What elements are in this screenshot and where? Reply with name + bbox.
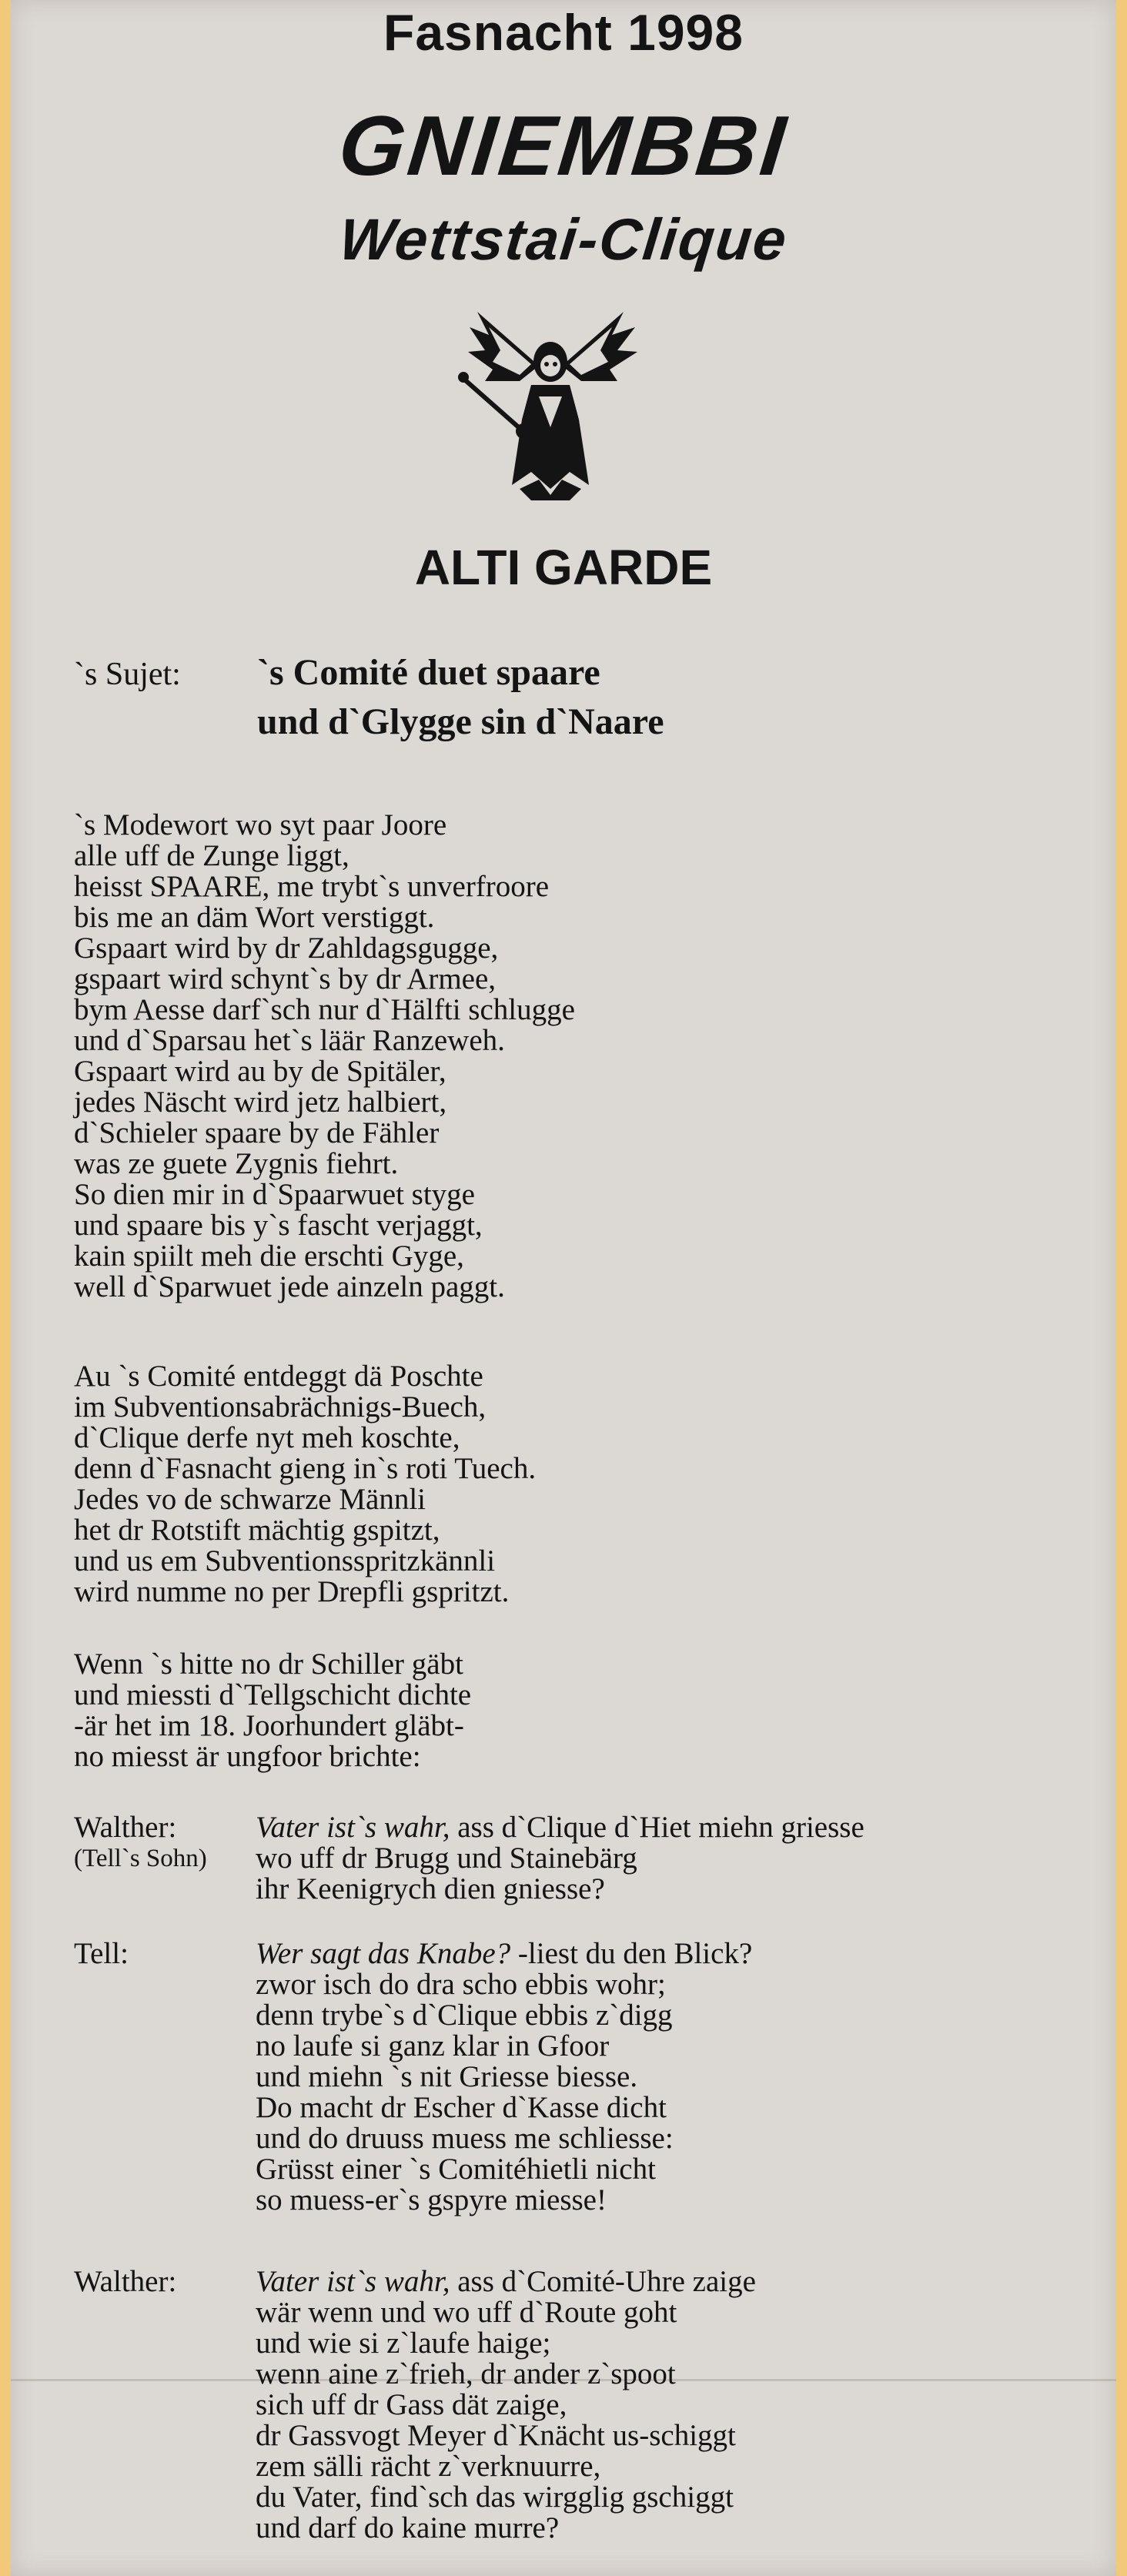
verse-line: `s Modewort wo syt paar Joore: [74, 808, 447, 841]
verse-line: alle uff de Zunge liggt,: [74, 839, 349, 872]
speaker-name: Tell:: [74, 1937, 129, 1970]
sujet-title: [257, 648, 664, 747]
speech-line: denn trybe`s d`Clique ebbis z`digg: [256, 1999, 673, 2032]
verse-line: Wenn `s hitte no dr Schiller gäbt: [74, 1648, 463, 1681]
speech-line: Do macht dr Escher d`Kasse dicht: [256, 2091, 667, 2124]
stanza: [74, 1361, 536, 1607]
verse-line: im Subventionsabrächnigs-Buech,: [74, 1390, 487, 1423]
speech-line: zwor isch do dra scho ebbis wohr;: [256, 1968, 666, 2001]
speech-rest: -liest du den Blick?: [510, 1937, 753, 1970]
speech-line: du Vater, find`sch das wirgglig gschiggt: [256, 2481, 734, 2514]
verse-line: kain spiilt meh die erschti Gyge,: [74, 1239, 464, 1273]
clique-name: GNIEMBBI: [334, 99, 793, 193]
section-title: ALTI GARDE: [414, 540, 713, 595]
speaker-name: Walther:: [74, 2265, 177, 2298]
speech-line: no laufe si ganz klar in Gfoor: [256, 2029, 610, 2062]
speech-line: [256, 2267, 756, 2297]
verse-line: gspaart wird schynt`s by dr Armee,: [74, 962, 497, 995]
stanza: [74, 810, 575, 1303]
speaker: [74, 1812, 251, 1874]
speech-line: und do druuss muess me schliesse:: [256, 2122, 674, 2155]
speech-line: sich uff dr Gass dät zaige,: [256, 2388, 567, 2421]
speech-line: [256, 1939, 752, 1969]
fool-jester-figure-icon: [446, 304, 654, 512]
verse-line: het dr Rotstift mächtig gspitzt,: [74, 1514, 440, 1547]
speech-line: ihr Keenigrych dien gniesse?: [256, 1872, 605, 1905]
speech-line: wenn aine z`frieh, dr ander z`spoot: [256, 2357, 676, 2390]
speech-line: so muess-er`s gspyre miesse!: [256, 2183, 607, 2216]
sujet-line: und d`Glygge sin d`Naare: [257, 701, 664, 742]
speech-line: zem sälli rächt z`verknuurre,: [256, 2450, 601, 2483]
speech-italic: Vater ist`s wahr,: [256, 1811, 450, 1844]
verse-line: und us em Subventionsspritzkännli: [74, 1544, 496, 1577]
verse-line: Au `s Comité entdeggt dä Poschte: [74, 1360, 483, 1393]
speech: [256, 1812, 864, 1905]
speech-rest: ass d`Comité-Uhre zaige: [450, 2265, 756, 2298]
verse-line: Gspaart wird au by de Spitäler,: [74, 1055, 446, 1088]
speech-italic: Wer sagt das Knabe?: [256, 1937, 511, 1970]
verse-line: no miesst är ungfoor brichte:: [74, 1740, 421, 1773]
speaker-name: Walther:: [74, 1811, 177, 1844]
verse-line: heisst SPAARE, me trybt`s unverfroore: [74, 870, 550, 903]
speech-line: und wie si z`laufe haige;: [256, 2327, 551, 2360]
speaker: [74, 2267, 251, 2297]
speech-line: dr Gassvogt Meyer d`Knächt us-schiggt: [256, 2419, 736, 2452]
verse-line: was ze guete Zygnis fiehrt.: [74, 1147, 399, 1180]
sujet-line: `s Comité duet spaare: [257, 652, 600, 693]
verse-line: und miessti d`Tellgschicht dichte: [74, 1678, 472, 1711]
stanza: [74, 1649, 471, 1772]
speech-line: [256, 1812, 864, 1843]
speech: [256, 1939, 752, 2216]
speech-line: Grüsst einer `s Comitéhietli nicht: [256, 2153, 656, 2186]
verse-line: bym Aesse darf`sch nur d`Hälfti schlugge: [74, 993, 575, 1026]
speech-line: und miehn `s nit Griesse biesse.: [256, 2060, 638, 2093]
speaker: [74, 1939, 251, 1969]
speech-line: und darf do kaine murre?: [256, 2511, 560, 2544]
clique-subtitle: Wettstai-Clique: [336, 207, 791, 273]
verse-line: wird numme no per Drepfli gspritzt.: [74, 1575, 510, 1608]
verse-line: So dien mir in d`Spaarwuet styge: [74, 1178, 475, 1211]
verse-line: bis me an däm Wort verstiggt.: [74, 901, 435, 934]
verse-line: -är het im 18. Joorhundert gläbt-: [74, 1709, 464, 1742]
verse-line: well d`Sparwuet jede ainzeln paggt.: [74, 1270, 505, 1303]
speaker-note: (Tell`s Sohn): [74, 1845, 207, 1872]
sujet-label: `s Sujet:: [74, 657, 181, 692]
verse-line: Gspaart wird by dr Zahldagsgugge,: [74, 932, 499, 965]
verse-line: d`Clique derfe nyt meh koschte,: [74, 1421, 460, 1454]
verse-line: und spaare bis y`s fascht verjaggt,: [74, 1209, 483, 1242]
speech-rest: ass d`Clique d`Hiet miehn griesse: [450, 1811, 864, 1844]
speech-line: wär wenn und wo uff d`Route goht: [256, 2296, 677, 2329]
verse-line: und d`Sparsau het`s läär Ranzeweh.: [74, 1024, 505, 1057]
verse-line: denn d`Fasnacht gieng in`s roti Tuech.: [74, 1452, 537, 1485]
speech-italic: Vater ist`s wahr,: [256, 2265, 450, 2298]
verse-line: Jedes vo de schwarze Männli: [74, 1483, 426, 1516]
verse-line: jedes Näscht wird jetz halbiert,: [74, 1086, 447, 1119]
speech-line: wo uff dr Brugg und Stainebärg: [256, 1842, 637, 1875]
speech: [256, 2267, 756, 2544]
verse-line: d`Schieler spaare by de Fähler: [74, 1116, 440, 1149]
event-title: Fasnacht 1998: [383, 4, 744, 61]
